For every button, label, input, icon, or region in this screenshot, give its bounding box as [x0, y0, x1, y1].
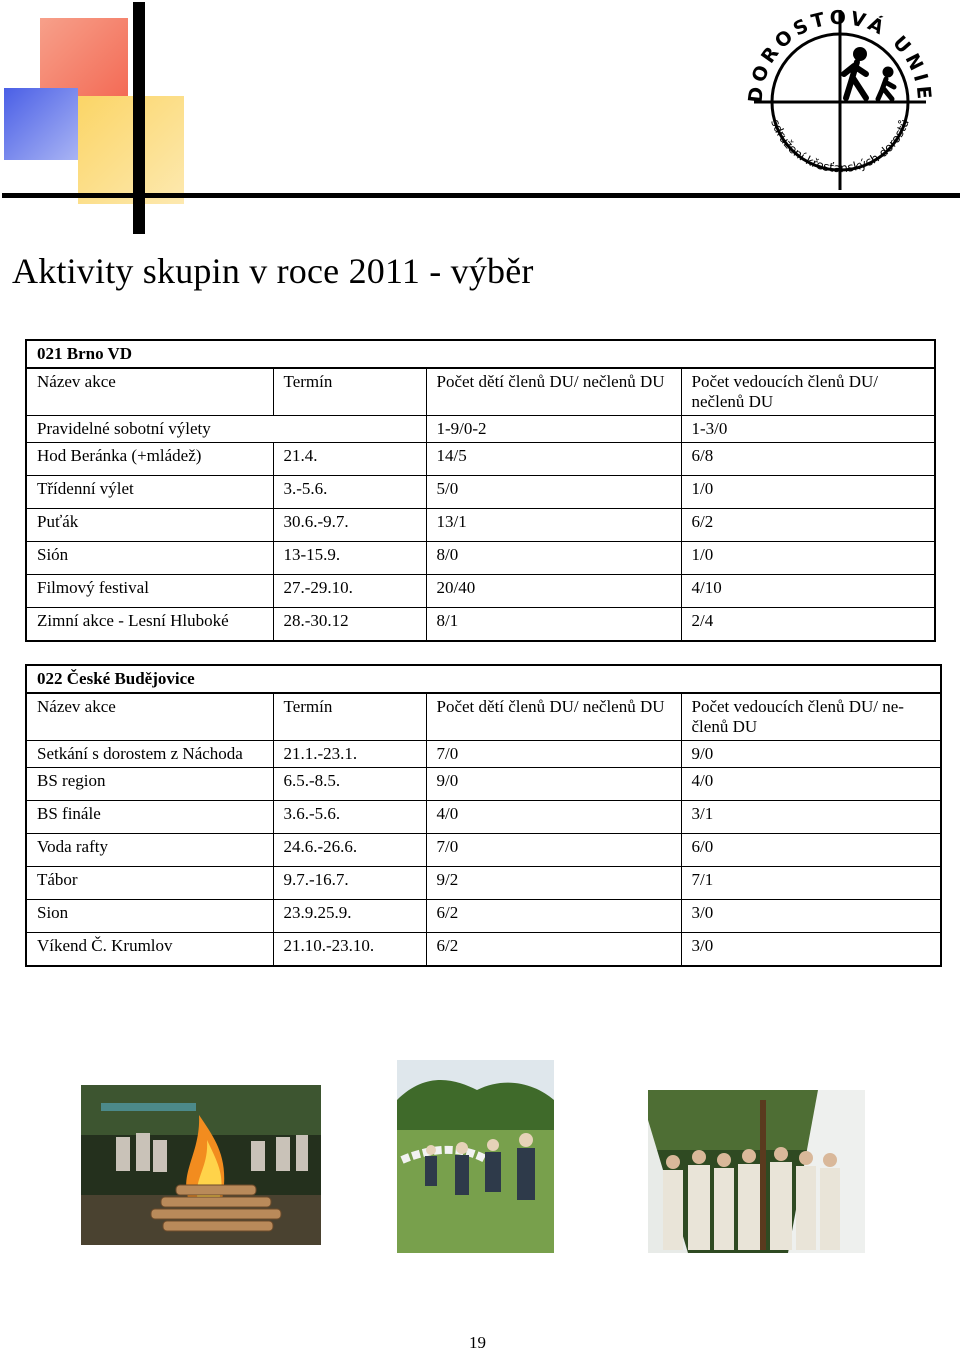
group-table-brno — [25, 339, 936, 642]
cell: 7/1 — [681, 867, 941, 900]
cell: 3.6.-5.6. — [273, 801, 426, 834]
cell: Víkend Č. Krumlov — [26, 933, 273, 966]
cell: BS region — [26, 768, 273, 801]
cell: 4/0 — [426, 801, 681, 834]
cell: 21.10.-23.10. — [273, 933, 426, 966]
group-name: 022 České Budějovice — [26, 665, 941, 693]
decor-vertical-rule — [133, 2, 145, 234]
table-row — [26, 509, 935, 542]
col-header: Termín — [273, 693, 426, 741]
table-row — [26, 741, 941, 768]
cell: Sion — [26, 900, 273, 933]
cell: Hod Beránka (+mládež) — [26, 443, 273, 476]
cell: 6/2 — [426, 900, 681, 933]
col-header: Název akce — [26, 693, 273, 741]
cell — [273, 416, 426, 443]
table-row — [26, 416, 935, 443]
table-row — [26, 608, 935, 641]
cell: 7/0 — [426, 834, 681, 867]
cell: 6/2 — [426, 933, 681, 966]
cell: 9/0 — [681, 741, 941, 768]
cell: BS finále — [26, 801, 273, 834]
cell: 9/2 — [426, 867, 681, 900]
cell: Filmový festival — [26, 575, 273, 608]
cell: 21.4. — [273, 443, 426, 476]
col-header: Počet vedoucích členů DU/ nečlenů DU — [681, 368, 935, 416]
col-header: Počet dětí členů DU/ nečlenů DU — [426, 368, 681, 416]
page-number: 19 — [469, 1333, 486, 1352]
col-header: Počet vedoucích členů DU/ ne-členů DU — [681, 693, 941, 741]
cell: Tábor — [26, 867, 273, 900]
table-header-row — [26, 693, 941, 741]
cell: 1/0 — [681, 476, 935, 509]
cell: 6/0 — [681, 834, 941, 867]
cell: Třídenní výlet — [26, 476, 273, 509]
table-row — [26, 768, 941, 801]
cell: 6/2 — [681, 509, 935, 542]
page-title: Aktivity skupin v roce 2011 - výběr — [12, 251, 534, 291]
cell: 28.-30.12 — [273, 608, 426, 641]
table-row — [26, 900, 941, 933]
cell: 27.-29.10. — [273, 575, 426, 608]
cell: 8/1 — [426, 608, 681, 641]
table-row — [26, 443, 935, 476]
col-header: Název akce — [26, 368, 273, 416]
cell: Setkání s dorostem z Náchoda — [26, 741, 273, 768]
cell: 9.7.-16.7. — [273, 867, 426, 900]
cell: 4/10 — [681, 575, 935, 608]
cell: 3/0 — [681, 933, 941, 966]
cell: 3/0 — [681, 900, 941, 933]
cell: 1/0 — [681, 542, 935, 575]
cell: 30.6.-9.7. — [273, 509, 426, 542]
decor-yellow-square — [78, 96, 184, 204]
group-walk-photo — [397, 1060, 554, 1253]
group-name: 021 Brno VD — [26, 340, 935, 368]
cell: 20/40 — [426, 575, 681, 608]
cell: 4/0 — [681, 768, 941, 801]
table-row — [26, 933, 941, 966]
campfire-photo — [81, 1085, 321, 1245]
decor-blue-square — [4, 88, 78, 160]
decor-red-square — [40, 18, 128, 98]
table-row — [26, 801, 941, 834]
table-row — [26, 542, 935, 575]
col-header: Počet dětí členů DU/ nečlenů DU — [426, 693, 681, 741]
cell: Zimní akce - Lesní Hluboké — [26, 608, 273, 641]
cell: 1-9/0-2 — [426, 416, 681, 443]
teepee-camp-photo — [648, 1090, 865, 1253]
cell: Voda rafty — [26, 834, 273, 867]
cell: 9/0 — [426, 768, 681, 801]
cell: 6/8 — [681, 443, 935, 476]
cell: 24.6.-26.6. — [273, 834, 426, 867]
group-table-ceske-budejovice — [25, 664, 942, 967]
cell: Pravidelné sobotní výlety — [26, 416, 273, 443]
logo-sub-text: sdružení křesťanských dorostů — [768, 117, 912, 176]
cell: Sión — [26, 542, 273, 575]
cell: 13-15.9. — [273, 542, 426, 575]
cell: 6.5.-8.5. — [273, 768, 426, 801]
cell: 13/1 — [426, 509, 681, 542]
cell: 14/5 — [426, 443, 681, 476]
cell: 8/0 — [426, 542, 681, 575]
cell: 5/0 — [426, 476, 681, 509]
cell: 23.9.25.9. — [273, 900, 426, 933]
cell: Puťák — [26, 509, 273, 542]
table-row — [26, 575, 935, 608]
cell: 21.1.-23.1. — [273, 741, 426, 768]
table-header-row — [26, 368, 935, 416]
cell: 2/4 — [681, 608, 935, 641]
table-row — [26, 834, 941, 867]
col-header: Termín — [273, 368, 426, 416]
cell: 7/0 — [426, 741, 681, 768]
table-row — [26, 867, 941, 900]
logo-ring-text: DOROSTOVÁ UNIE — [744, 6, 936, 104]
dorostova-unie-logo — [740, 2, 940, 197]
cell: 3.-5.6. — [273, 476, 426, 509]
table-row — [26, 476, 935, 509]
cell: 1-3/0 — [681, 416, 935, 443]
cell: 3/1 — [681, 801, 941, 834]
